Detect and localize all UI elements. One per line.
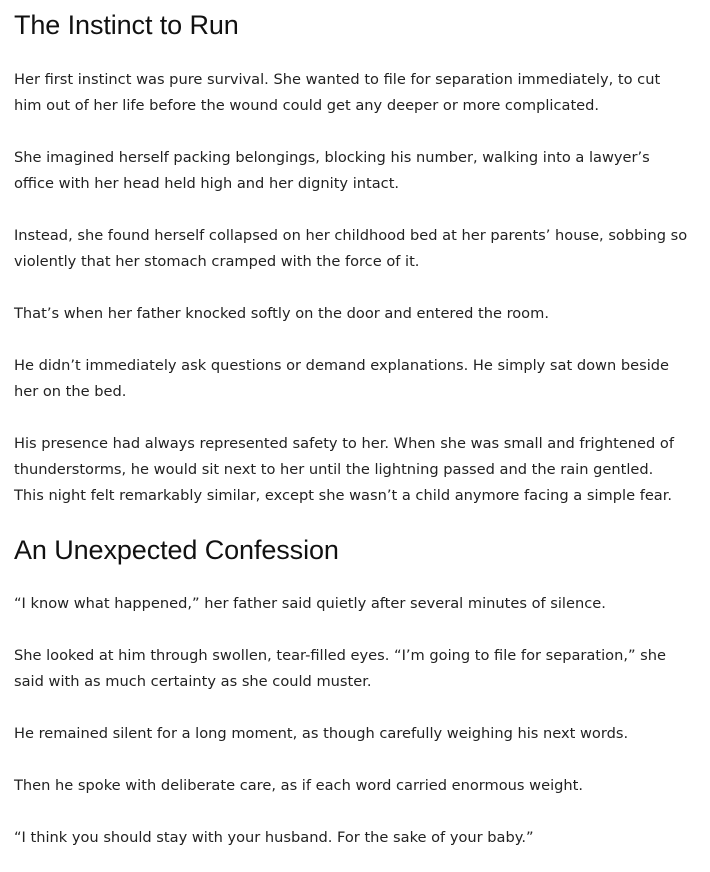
text-line: office with her head held high and her dignity intact. xyxy=(14,175,400,192)
text-line: him out of her life before the wound could get any deeper or more complicated. xyxy=(14,97,600,114)
text-line: She looked at him through swollen, tear-filled eyes. “I’m going to file for separation,” she xyxy=(14,647,666,664)
text-line: Then he spoke with deliberate care, as if each word carried enormous weight. xyxy=(14,777,584,794)
section-heading: An Unexpected Confession xyxy=(14,535,339,565)
text-line: He remained silent for a long moment, as though carefully weighing his next words. xyxy=(14,725,629,742)
paragraph xyxy=(14,223,710,275)
text-line: “I know what happened,” her father said quietly after several minutes of silence. xyxy=(14,595,606,612)
paragraph xyxy=(14,773,710,799)
text-line: This night felt remarkably similar, except she wasn’t a child anymore facing a simple fear. xyxy=(14,487,673,504)
text-line: Her first instinct was pure survival. She wanted to file for separation immediately, to cut xyxy=(14,71,661,88)
text-line: “I think you should stay with your husband. For the sake of your baby.” xyxy=(14,829,534,846)
paragraph xyxy=(14,643,710,695)
text-line: violently that her stomach cramped with the force of it. xyxy=(14,253,420,270)
section-heading: The Instinct to Run xyxy=(14,10,239,40)
paragraph xyxy=(14,721,710,747)
paragraph xyxy=(14,301,710,327)
text-line: She imagined herself packing belongings, blocking his number, walking into a lawyer’s xyxy=(14,149,650,166)
paragraph xyxy=(14,591,710,617)
text-line: her on the bed. xyxy=(14,383,127,400)
text-line: He didn’t immediately ask questions or demand explanations. He simply sat down beside xyxy=(14,357,670,374)
text-line: thunderstorms, he would sit next to her until the lightning passed and the rain gentled. xyxy=(14,461,654,478)
paragraph xyxy=(14,825,710,851)
text-line: said with as much certainty as she could muster. xyxy=(14,673,372,690)
text-line: Instead, she found herself collapsed on her childhood bed at her parents’ house, sobbing so xyxy=(14,227,688,244)
paragraph xyxy=(14,353,710,405)
paragraph xyxy=(14,145,710,197)
paragraph xyxy=(14,67,710,119)
text-line: His presence had always represented safety to her. When she was small and frightened of xyxy=(14,435,674,452)
text-line: That’s when her father knocked softly on the door and entered the room. xyxy=(14,305,549,322)
article-body xyxy=(14,0,710,851)
paragraph xyxy=(14,431,710,509)
